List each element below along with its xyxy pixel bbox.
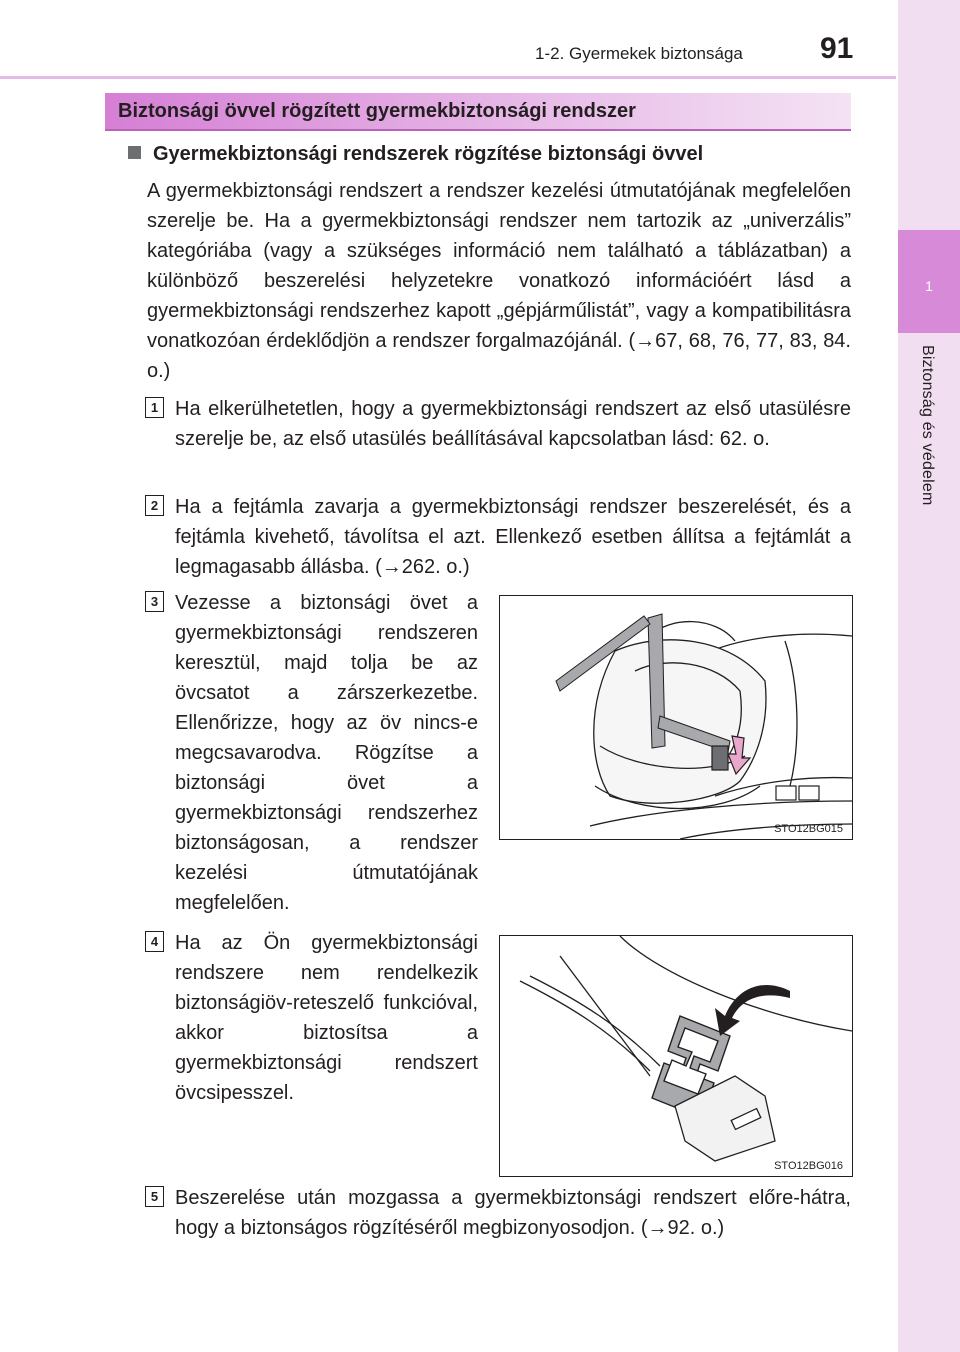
figure-belt-clip bbox=[499, 935, 853, 1177]
belt-clip-illustration bbox=[500, 936, 852, 1176]
header-rule bbox=[0, 76, 896, 79]
chapter-side-tab bbox=[898, 0, 960, 1352]
step-number-badge: 4 bbox=[145, 931, 164, 952]
header-section-title: 1-2. Gyermekek biztonsága bbox=[535, 44, 743, 63]
subheading bbox=[128, 143, 703, 166]
step-2-text: Ha a fejtámla zavarja a gyermekbiztonsági rendszer beszerelését, és a fejtámla kivehető, távolítsa el azt. Ellenkező esetben állítsa a fejtámlát a legmagasabb állásba. (→262. o.) bbox=[175, 496, 851, 578]
step-4-text: Ha az Ön gyermekbiztonsági rendszere nem rendelkezik biztonságiöv-reteszelő funkcióval, akkor biztosítsa a gyermekbiztonsági rendszert övcsipesszel. bbox=[175, 932, 478, 1104]
chapter-title: Biztonság és védelem bbox=[919, 345, 936, 506]
square-bullet-icon bbox=[128, 146, 141, 159]
child-seat-illustration bbox=[500, 596, 852, 839]
figure-child-seat bbox=[499, 595, 853, 840]
chapter-number: 1 bbox=[925, 278, 933, 294]
intro-paragraph: A gyermekbiztonsági rendszert a rendszer kezelési útmutatójának megfelelően szerelje be. Ha a gyermekbiztonsági rendszer nem tartozik az „univerzális” kategóriába (vagy a szükséges információ nem található a táblázatban) a különböző beszerelési helyzetekre vonatkozó információért lásd a gyermekbiztonsági rendszerhez kapott „gépjárműlistát”, vagy a kompatibilitásra vonatkozóan érdeklődjön a rendszer forgalmazójánál. (→67, 68, 76, 77, 83, 84. o.) bbox=[147, 180, 851, 382]
step-number-badge: 5 bbox=[145, 1186, 164, 1207]
step-5-text: Beszerelése után mozgassa a gyermekbiztonsági rendszert előre-hátra, hogy a biztonságos rögzítéséről megbizonyosodjon. (→92. o.) bbox=[175, 1187, 851, 1239]
subheading-text: Gyermekbiztonsági rendszerek rögzítése biztonsági övvel bbox=[153, 143, 704, 165]
step-number-badge: 1 bbox=[145, 397, 164, 418]
figure-code: STO12BG015 bbox=[774, 823, 843, 835]
step-1-text: Ha elkerülhetetlen, hogy a gyermekbiztonsági rendszert az első utasülésre szerelje be, az első utasülés beállításával kapcsolatban lásd: 62. o. bbox=[175, 398, 851, 450]
step-number-badge: 3 bbox=[145, 591, 164, 612]
page-number: 91 bbox=[820, 32, 854, 65]
figure-code: STO12BG016 bbox=[774, 1160, 843, 1172]
section-title: Biztonsági övvel rögzített gyermekbiztonsági rendszer bbox=[118, 100, 636, 122]
step-number-badge: 2 bbox=[145, 495, 164, 516]
step-3-text: Vezesse a biztonsági övet a gyermekbiztonsági rendszeren keresztül, majd tolja be az övcsatot a zárszerkezetbe. Ellenőrizze, hogy az öv nincs-e megcsavarodva. Rögzítse a biztonsági övet a gyermekbiztonsági rendszerhez biztonságosan, a rendszer kezelési útmutatójának megfelelően. bbox=[175, 592, 478, 914]
